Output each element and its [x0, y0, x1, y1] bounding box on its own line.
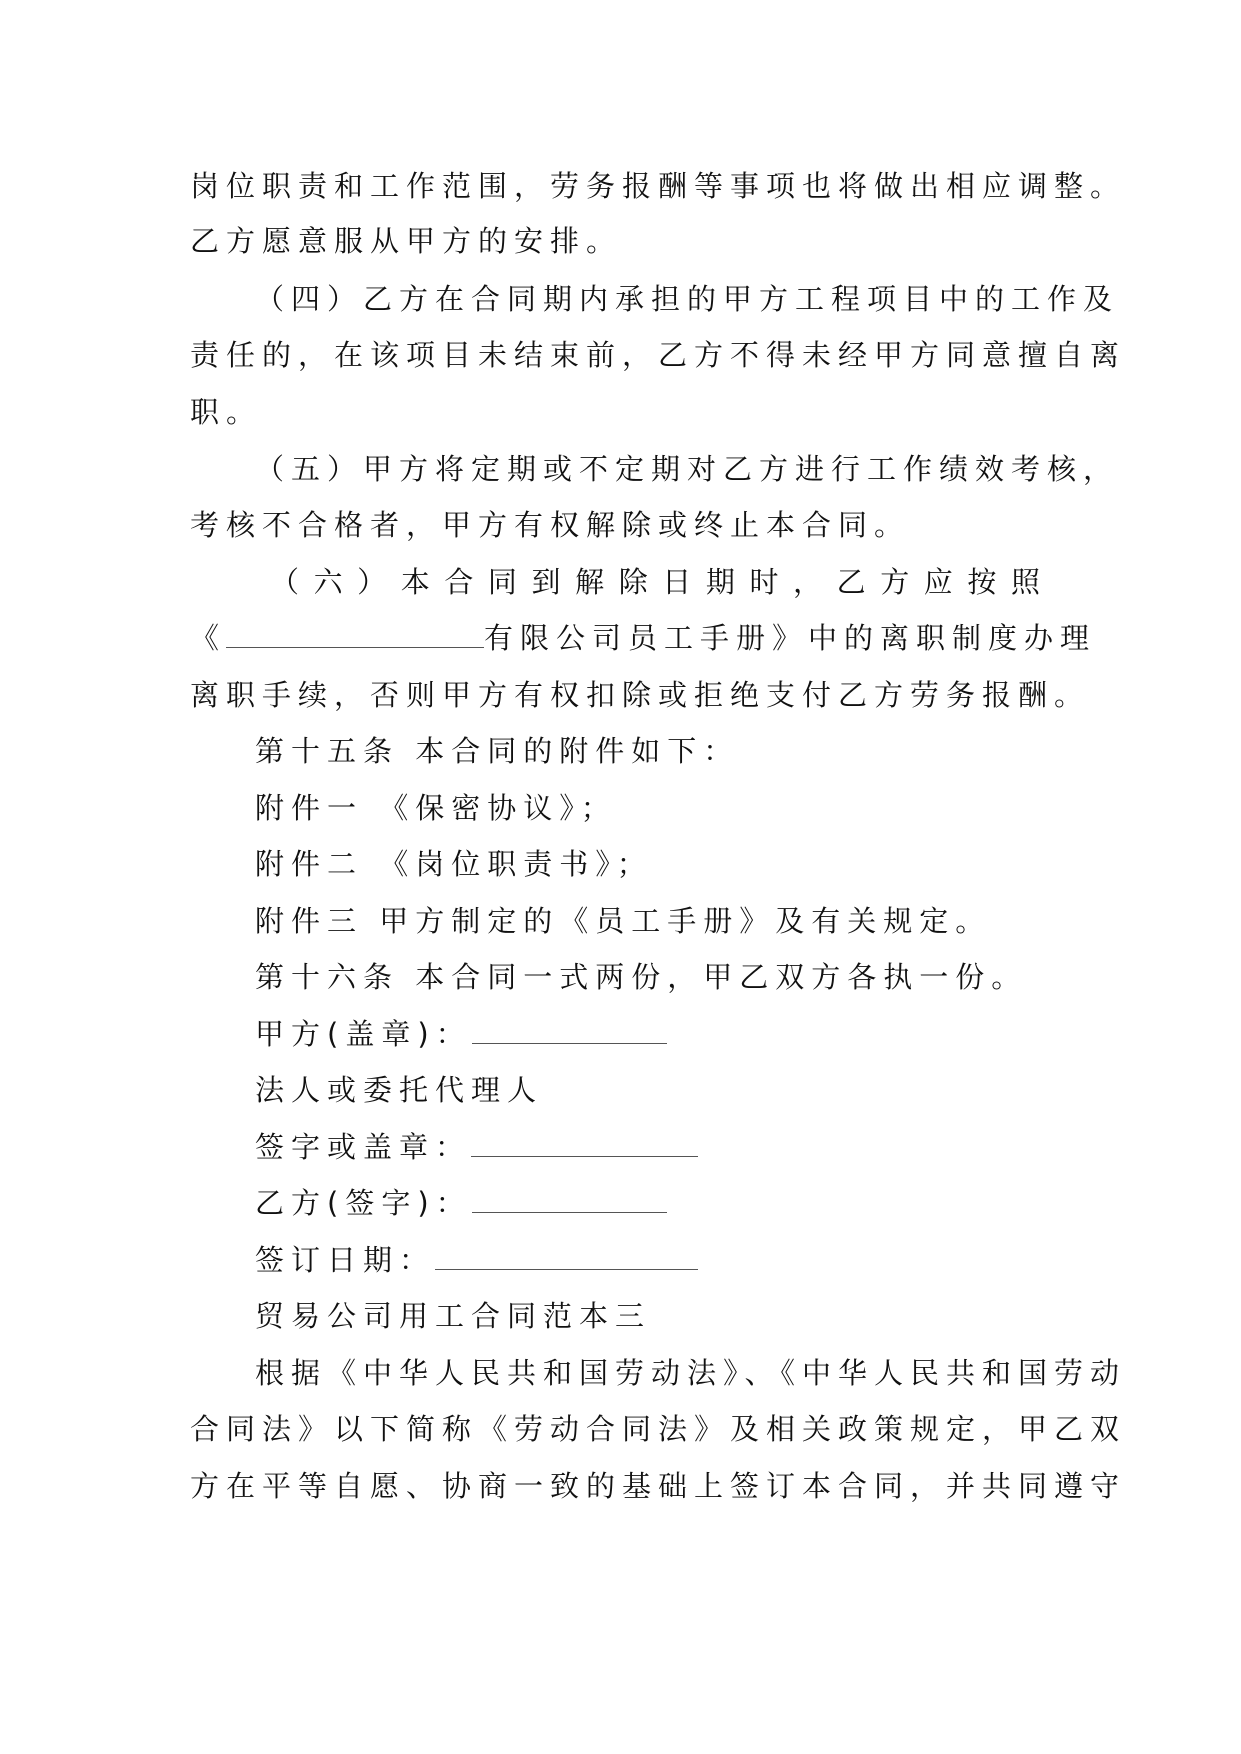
- clause-six-line: [190, 565, 1040, 599]
- clause-six-text: （六）本合同到解除日期时，乙方应按照: [270, 565, 1040, 599]
- party-b-sign-line: [255, 1186, 667, 1220]
- party-b-sign-blank[interactable]: [472, 1190, 667, 1213]
- text-line: 离职手续，否则甲方有权扣除或拒绝支付乙方劳务报酬。: [190, 678, 1091, 712]
- text-line: 考核不合格者，甲方有权解除或终止本合同。: [190, 508, 911, 542]
- party-a-seal-blank[interactable]: [472, 1021, 667, 1044]
- attachment-three: 附件三 甲方制定的《员工手册》及有关规定。: [255, 904, 992, 938]
- party-b-sign-label: 乙方(签字)：: [255, 1186, 472, 1220]
- article-fifteen: 第十五条 本合同的附件如下：: [255, 734, 740, 768]
- signature-line: [255, 1130, 698, 1164]
- text-line: 根据《中华人民共和国劳动法》、《中华人民共和国劳动: [255, 1356, 1127, 1390]
- text-line: 职。: [190, 395, 263, 429]
- party-a-seal-label: 甲方(盖章)：: [255, 1017, 472, 1051]
- company-name-blank[interactable]: [226, 625, 484, 648]
- party-a-seal-line: [255, 1017, 667, 1051]
- text-line: 岗位职责和工作范围，劳务报酬等事项也将做出相应调整。: [190, 169, 1127, 203]
- handbook-line: [190, 621, 1097, 655]
- clause-four-line: （四）乙方在合同期内承担的甲方工程项目中的工作及: [255, 282, 1120, 316]
- article-sixteen: 第十六条 本合同一式两份，甲乙双方各执一份。: [255, 960, 1028, 994]
- clause-five-line: （五）甲方将定期或不定期对乙方进行工作绩效考核，: [255, 452, 1120, 486]
- template-title: 贸易公司用工合同范本三: [255, 1299, 652, 1333]
- text-line: 乙方愿意服从甲方的安排。: [190, 224, 623, 258]
- legal-representative-label: 法人或委托代理人: [255, 1073, 544, 1107]
- sign-date-line: [255, 1243, 698, 1277]
- attachment-two: 附件二 《岗位职责书》；: [255, 847, 653, 881]
- signature-blank[interactable]: [471, 1134, 698, 1157]
- handbook-text: 有限公司员工手册》中的离职制度办理: [484, 621, 1097, 655]
- sign-date-label: 签订日期：: [255, 1243, 436, 1277]
- text-line: 方在平等自愿、协商一致的基础上签订本合同，并共同遵守: [190, 1469, 1127, 1503]
- open-quote: 《: [190, 621, 227, 655]
- sign-date-blank[interactable]: [435, 1247, 698, 1270]
- attachment-one: 附件一 《保密协议》；: [255, 791, 617, 825]
- text-line: 责任的，在该项目未结束前，乙方不得未经甲方同意擅自离: [190, 338, 1127, 372]
- text-line: 合同法》以下简称《劳动合同法》及相关政策规定，甲乙双: [190, 1412, 1127, 1446]
- signature-label: 签字或盖章：: [255, 1130, 472, 1164]
